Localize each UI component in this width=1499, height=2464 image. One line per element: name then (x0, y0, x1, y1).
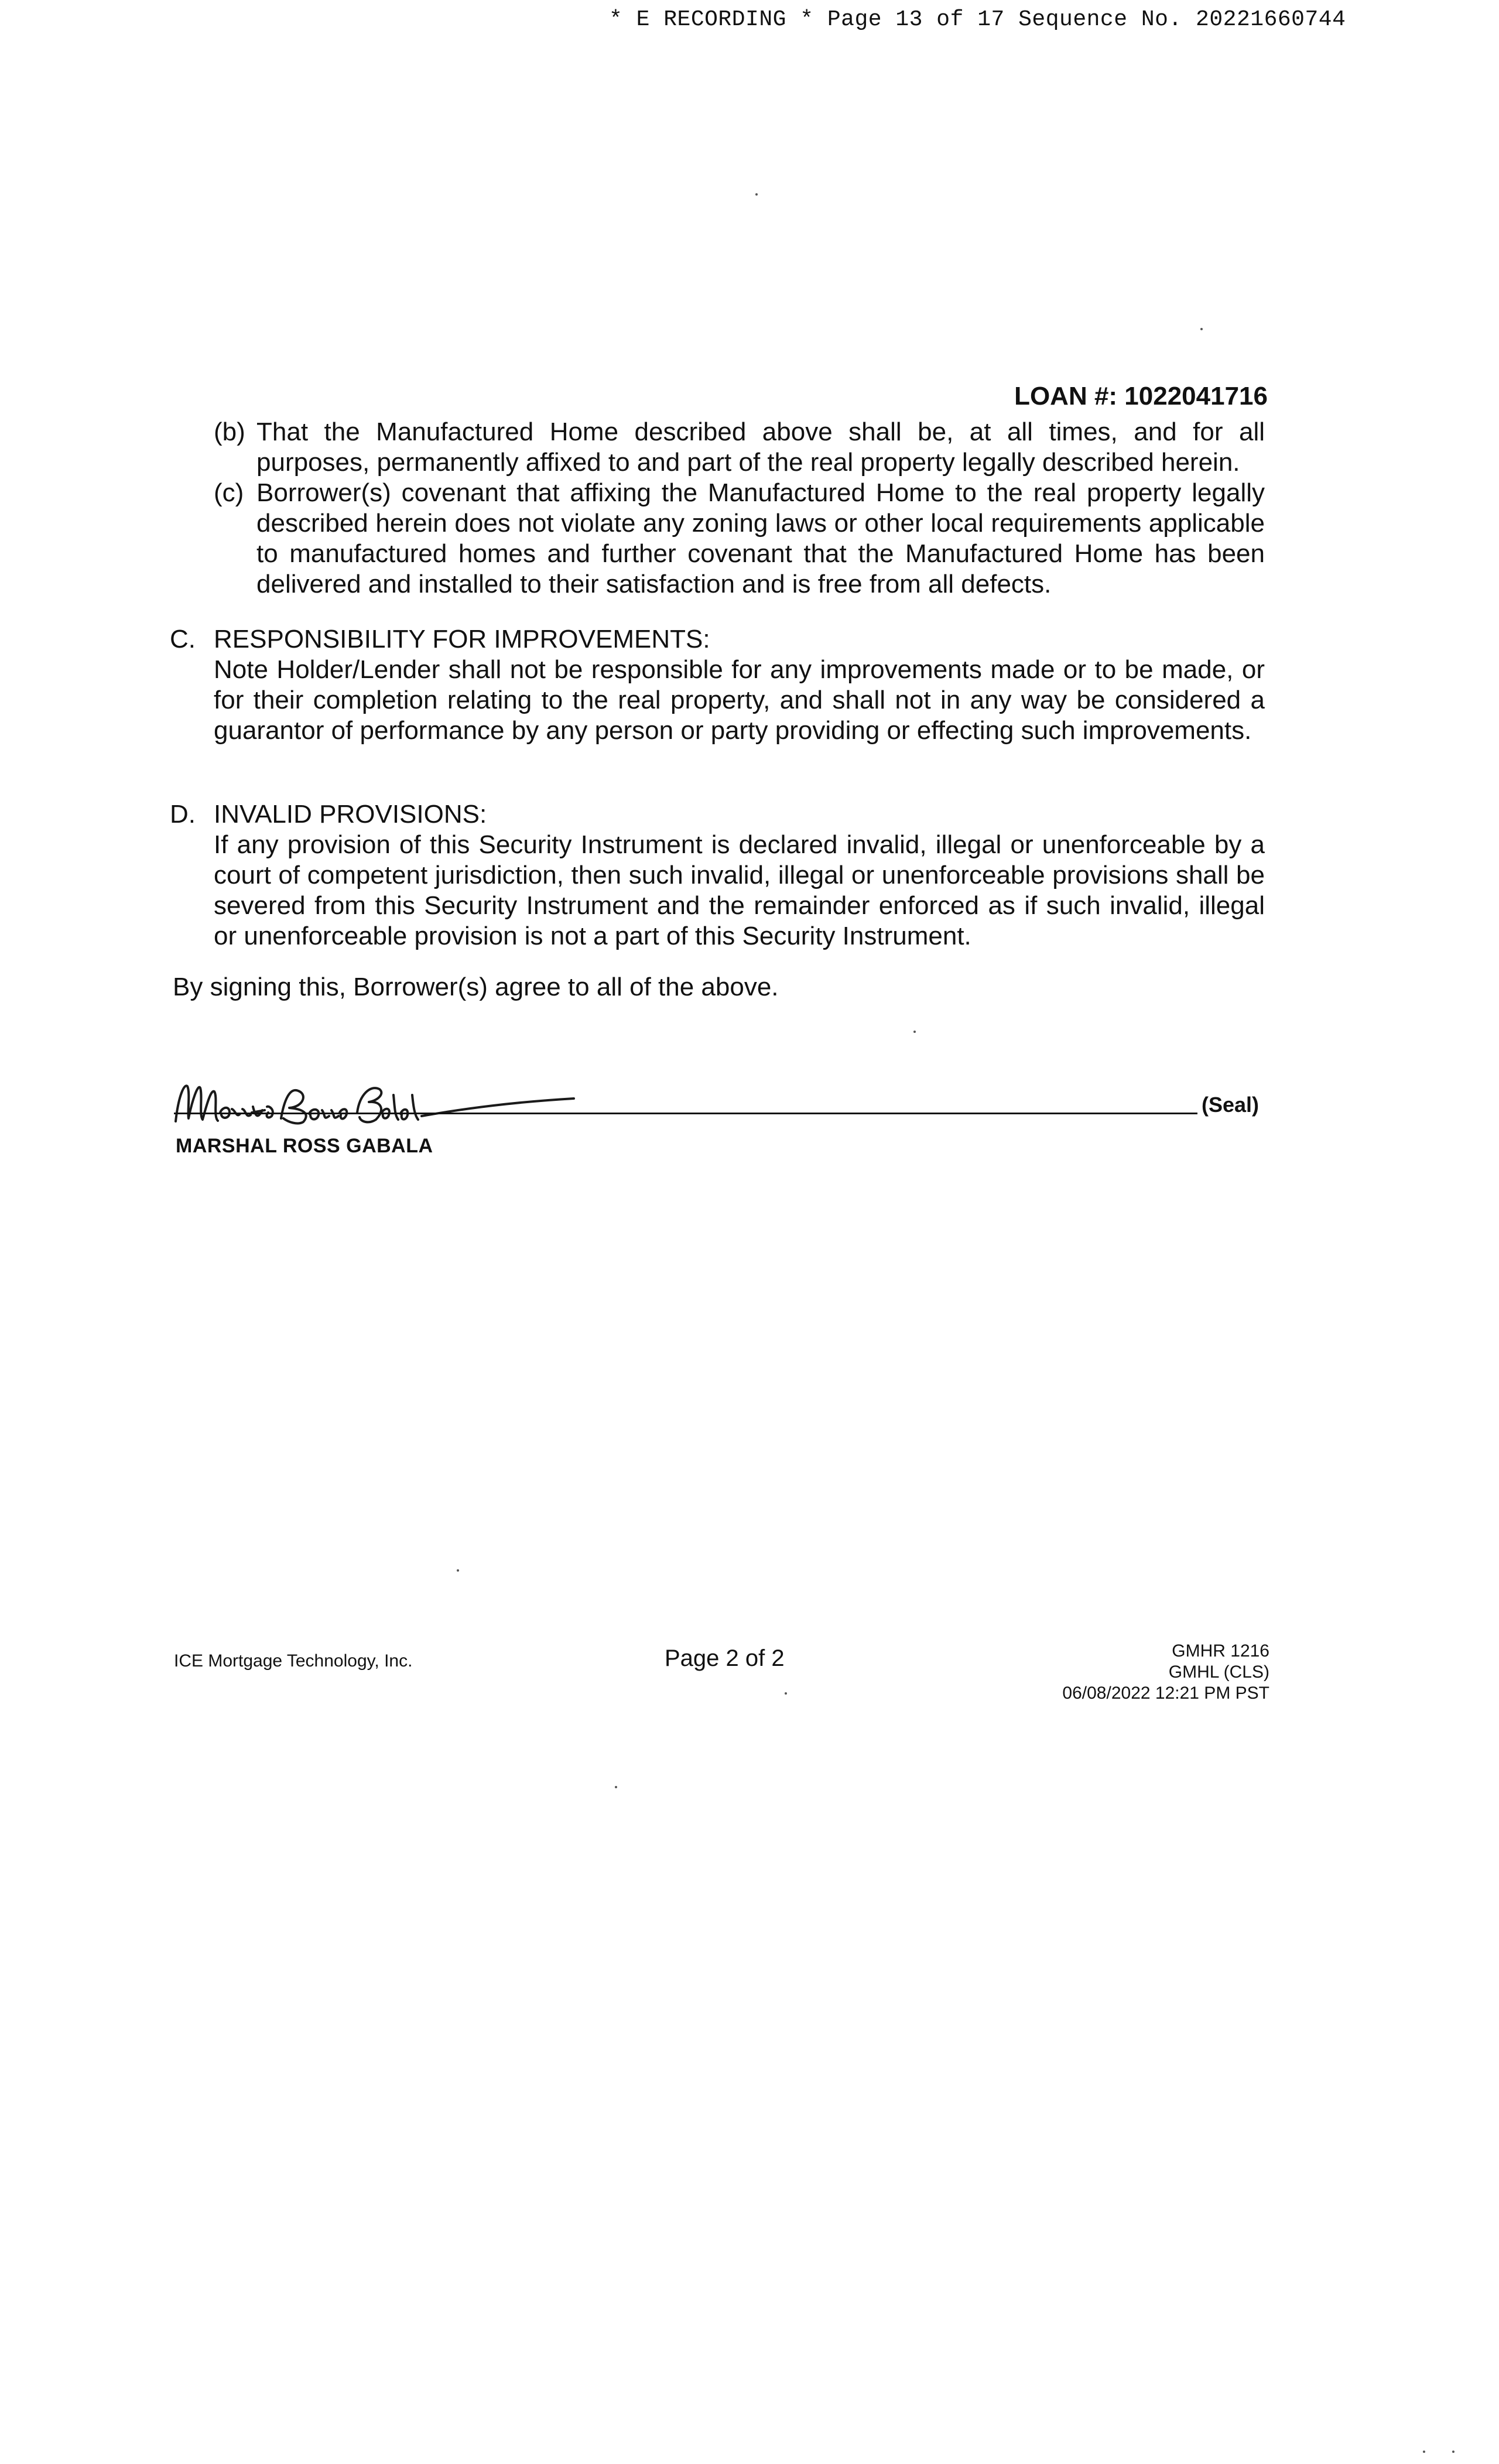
footer-form-info (1062, 1641, 1269, 1704)
signing-statement: By signing this, Borrower(s) agree to all of the above. (173, 973, 779, 1001)
scan-speck (785, 1692, 787, 1695)
section-d (214, 799, 1265, 952)
item-c-text: Borrower(s) covenant that affixing the Manufactured Home to the real property legally described herein does not violate any zoning laws or other local requirements applicable to manufactured homes and further covenant that the Manufactured Home has been delivered and installed to their satisfaction and is free from all defects. (256, 478, 1265, 598)
section-c-letter: C. (170, 625, 196, 653)
scan-speck (1423, 2451, 1425, 2453)
section-d-letter: D. (170, 800, 196, 829)
signature-line (174, 1113, 1197, 1114)
section-d-heading: INVALID PROVISIONS: (214, 800, 487, 829)
scan-speck (615, 1786, 617, 1788)
scan-speck (913, 1031, 916, 1033)
recording-header: * E RECORDING * Page 13 of 17 Sequence No. 20221660744 (609, 7, 1346, 32)
section-c-heading: RESPONSIBILITY FOR IMPROVEMENTS: (214, 625, 710, 653)
section-c (214, 624, 1265, 746)
footer-company: ICE Mortgage Technology, Inc. (174, 1651, 413, 1671)
seal-label: (Seal) (1202, 1093, 1260, 1117)
signer-name: MARSHAL ROSS GABALA (176, 1135, 433, 1157)
section-c-text: Note Holder/Lender shall not be responsible for any improvements made or to be made, or for their completion relating to the real property, and shall not in any way be considered a guarantor of performance by any person or party providing or effecting such improvements. (214, 655, 1265, 745)
scan-speck (1452, 2451, 1454, 2453)
footer-form-code-2: GMHL (CLS) (1168, 1662, 1269, 1682)
footer-timestamp: 06/08/2022 12:21 PM PST (1062, 1683, 1269, 1703)
scan-speck (1200, 328, 1203, 330)
scan-speck (457, 1569, 459, 1572)
item-c-label: (c) (214, 478, 244, 507)
loan-number: LOAN #: 1022041716 (1014, 382, 1268, 410)
section-d-text: If any provision of this Security Instrument is declared invalid, illegal or unenforceable by a court of competent jurisdiction, then such invalid, illegal or unenforceable provisions shall be severed from this Security Instrument and the remainder enforced as if such invalid, illegal or unenforceable provision is not a part of this Security Instrument. (214, 830, 1265, 950)
item-b-label: (b) (214, 417, 245, 446)
footer-form-code-1: GMHR 1216 (1172, 1641, 1269, 1661)
handwritten-signature (164, 1072, 597, 1142)
item-b-text: That the Manufactured Home described above shall be, at all times, and for all purposes, permanently affixed to and part of the real property legally described herein. (256, 417, 1265, 477)
footer-page-number: Page 2 of 2 (665, 1645, 785, 1671)
scan-speck (755, 193, 758, 196)
